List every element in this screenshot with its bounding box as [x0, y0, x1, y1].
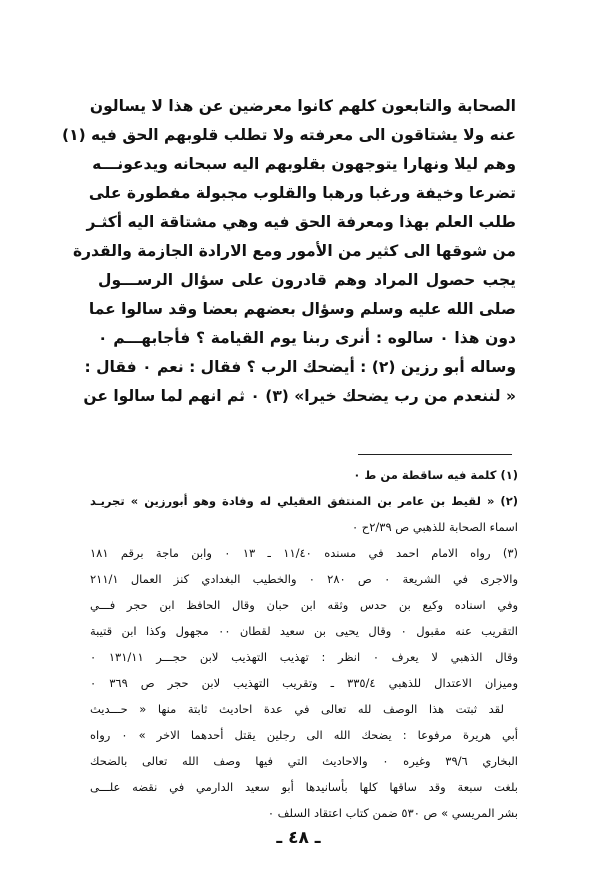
footnote-line: بشر المريسي » ص ٥٣٠ ضمن كتاب اعتقاد السلف ٠	[267, 806, 518, 820]
page-number: ـ ٤٨ ـ	[276, 828, 321, 848]
footnote-line: (٢) « لقيط بن عامر بن المنتفق العقيلي له وفادة وهو أبورزين » تجريـد	[90, 494, 518, 508]
footnote-line: (١) كلمة فيه ساقطة من ط ٠	[353, 468, 518, 482]
main-text-line: يجب حصول المراد وهم قادرون على سؤال الرســـول	[98, 271, 516, 289]
footnote-line: وقال الذهبي لا يعرف ٠ انظر : تهذيب التهذيب لابن حجـــر ١٣١/١١ ٠	[90, 650, 518, 664]
footnote-line: أبي هريرة مرفوعا : يضحك الله الى رجلين يقتل أحدهما الاخر » ٠ رواه	[90, 728, 518, 742]
footnote-line: (٣) رواه الامام احمد في مسنده ١١/٤٠ ـ ١٣ ٠ وابن ماجة برقم ١٨١	[90, 546, 519, 560]
main-text-line: دون هذا ٠ سالوه : أنرى ربنا يوم القيامة ؟ فأجابهـــم ٠	[98, 329, 516, 347]
footnote-line: وفي اسناده وكيع بن حدس وثقه ابن حبان وقال الحافظ ابن حجر فـــي	[90, 598, 518, 612]
main-text-line: من شوقها الى كثير من الأمور ومع الارادة الجازمة والقدرة	[72, 242, 516, 260]
main-text-line: صلى الله عليه وسلم وسؤال بعضهم بعضا وقد سالوا عما	[88, 300, 516, 318]
footnotes-block	[90, 462, 518, 826]
main-text-line: طلب العلم بهذا ومعرفة الحق فيه وهي مشتاقة اليه أكثـر	[86, 213, 516, 231]
footnote-line: بلغت سبعة وقد ساقها كلها بأسانيدها أبو سعيد الدارمي في نقضه علـــى	[90, 780, 518, 794]
main-text-line: وهم ليلا ونهارا يتوجهون بقلوبهم اليه سبحانه ويدعونـــه	[92, 155, 516, 173]
main-text-line: عنه ولا يشتاقون الى معرفته ولا تطلب قلوبهم الحق فيه (١)	[62, 126, 516, 144]
main-text-line: تضرعا وخيفة ورغبا ورهبا والقلوب مجبولة مفطورة على	[88, 184, 516, 202]
footnote-line: وميزان الاعتدال للذهبي ٣٣٥/٤ ـ وتقريب التهذيب لابن حجر ص ٣٦٩ ٠	[90, 676, 518, 690]
footnote-line: التقريب عنه مقبول ٠ وقال يحيى بن سعيد لقطان ٠٠ مجهول وكذا ابن قتيبة	[90, 624, 518, 638]
main-text-line: الصحابة والتابعون كلهم كانوا معرضين عن هذا لا يسالون	[89, 97, 516, 115]
main-text-line: وساله أبو رزين (٢) : أيضحك الرب ؟ فقال : نعم ٠ فقال :	[84, 358, 516, 376]
footnote-line: اسماء الصحابة للذهبي ص ٢/٣٩ح ٠	[351, 520, 518, 534]
footnote-line: لقد ثبتت هذا الوصف لله تعالى في عدة احاديث ثابتة منها « حـــديث	[90, 702, 504, 716]
footnote-line: والاجرى في الشريعة ٠ ص ٢٨٠ ٠ والخطيب البغدادي كنز العمال ٢١١/١	[90, 572, 519, 586]
footnote-divider	[358, 454, 512, 455]
main-text-block	[62, 92, 516, 411]
main-text-line: « لن‍نعدم من رب يضحك خيرا» (٣) ٠ ثم انهم لما سالوا عن	[83, 387, 516, 405]
footnote-line: البخاري ٣٩/٦ وغيره ٠ والاحاديث التي فيها وصف الله تعالى بالضحك	[90, 754, 518, 768]
